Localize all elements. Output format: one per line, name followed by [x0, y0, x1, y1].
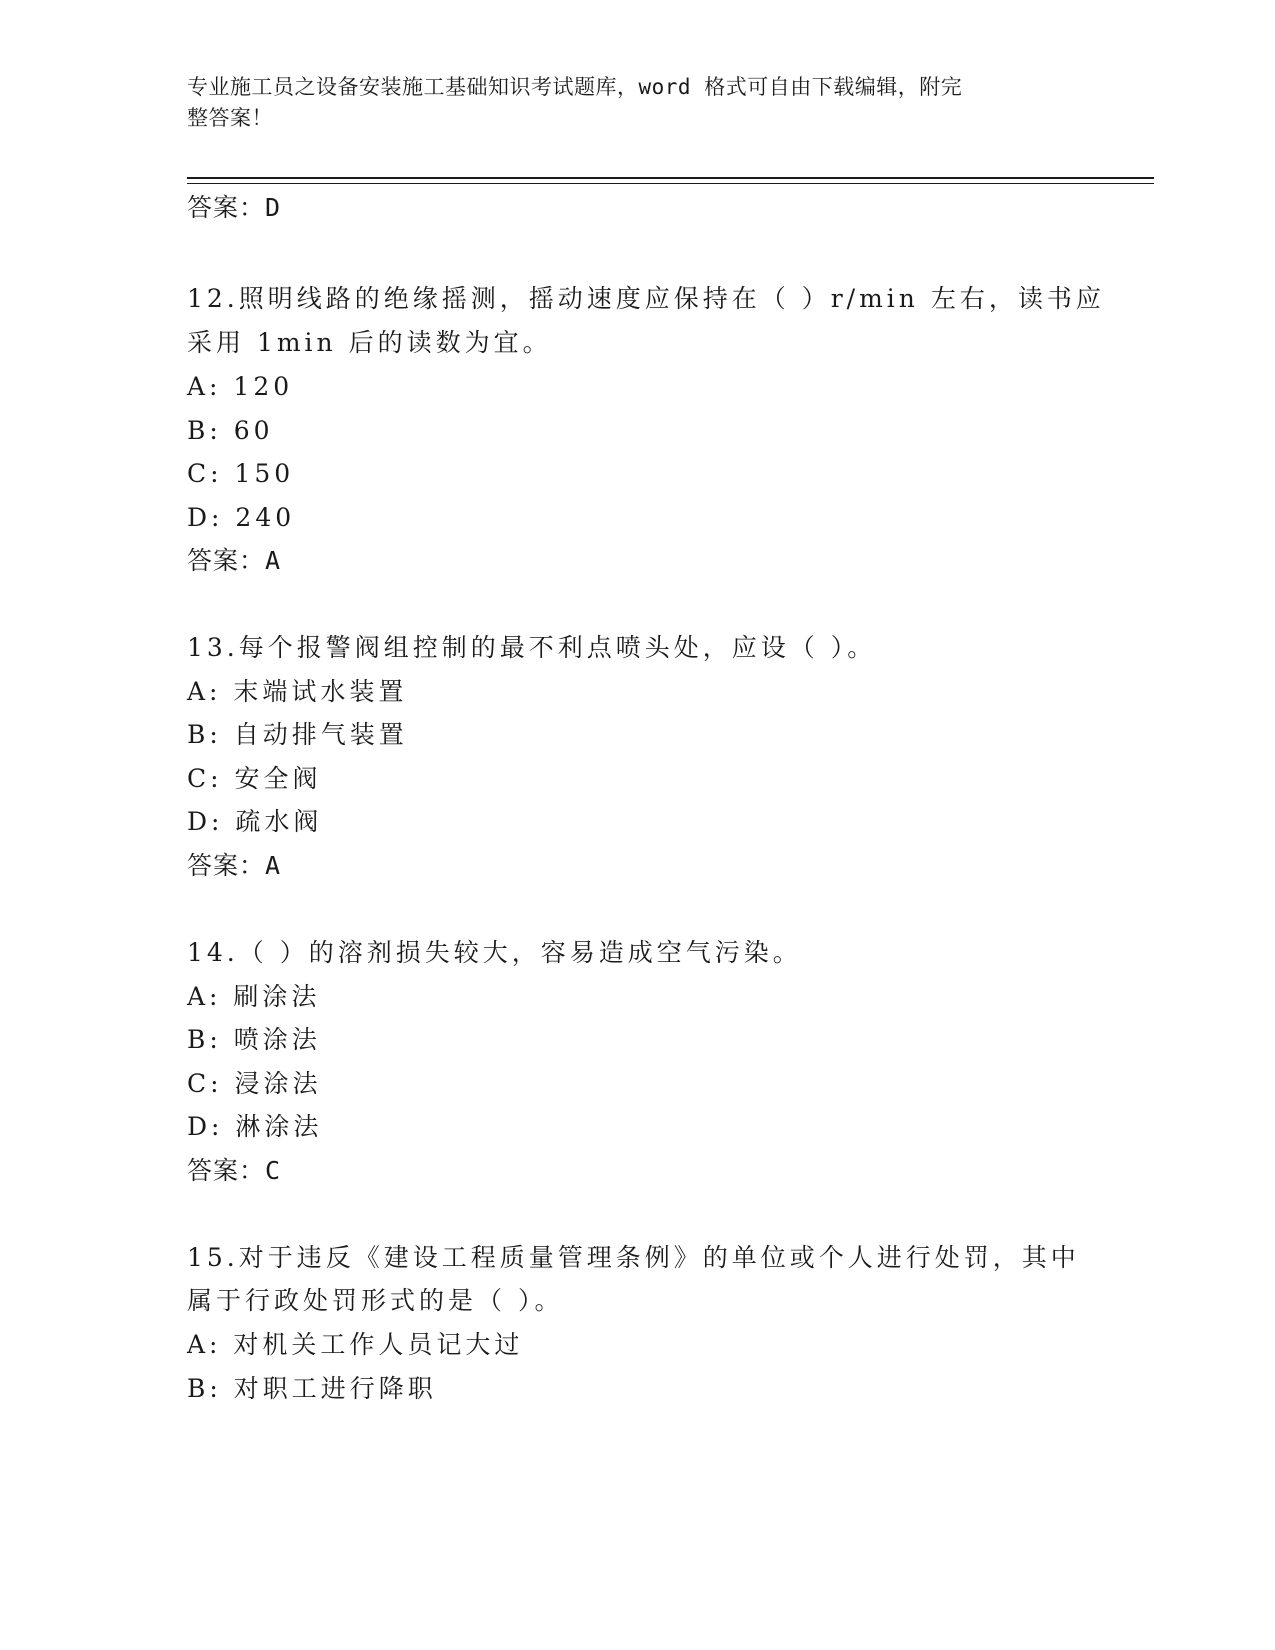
header-divider-thin — [187, 183, 1154, 184]
question-14-option-b: B: 喷涂法 — [187, 1025, 321, 1054]
question-15-option-a: A: 对机关工作人员记大过 — [187, 1330, 524, 1359]
question-15-text-line-2: 属于行政处罚形式的是（ ）。 — [187, 1286, 564, 1315]
question-14-text: 14.（ ）的溶剂损失较大，容易造成空气污染。 — [187, 938, 802, 967]
question-12-option-c: C: 150 — [187, 459, 295, 488]
header-line-2: 整答案！ — [187, 106, 273, 130]
question-13-answer: 答案：A — [187, 851, 282, 880]
question-12-option-d: D: 240 — [187, 503, 296, 532]
question-15-option-b: B: 对职工进行降职 — [187, 1374, 437, 1403]
question-12-text-line-1: 12.照明线路的绝缘摇测，摇动速度应保持在（ ）r/min 左右，读书应 — [187, 284, 1105, 313]
question-15-text-line-1: 15.对于违反《建设工程质量管理条例》的单位或个人进行处罚，其中 — [187, 1243, 1080, 1272]
question-14-option-a: A: 刷涂法 — [187, 982, 321, 1011]
answer-11: 答案：D — [187, 193, 282, 222]
header-divider-thick — [187, 177, 1154, 179]
header-line-1: 专业施工员之设备安装施工基础知识考试题库，word 格式可自由下载编辑，附完 — [187, 75, 963, 99]
question-13-option-b: B: 自动排气装置 — [187, 720, 408, 749]
question-12-text-line-2: 采用 1min 后的读数为宜。 — [187, 328, 552, 357]
question-13-option-d: D: 疏水阀 — [187, 807, 323, 836]
question-13-option-a: A: 末端试水装置 — [187, 677, 408, 706]
question-13-option-c: C: 安全阀 — [187, 764, 322, 793]
question-12-answer: 答案：A — [187, 546, 282, 575]
question-12-option-a: A: 120 — [187, 372, 294, 401]
question-14-answer: 答案：C — [187, 1156, 282, 1185]
document-header — [187, 72, 1067, 134]
question-12-option-b: B: 60 — [187, 416, 274, 445]
question-13-text: 13.每个报警阀组控制的最不利点喷头处，应设（ ）。 — [187, 633, 877, 662]
question-14-option-d: D: 淋涂法 — [187, 1112, 323, 1141]
question-14-option-c: C: 浸涂法 — [187, 1069, 322, 1098]
